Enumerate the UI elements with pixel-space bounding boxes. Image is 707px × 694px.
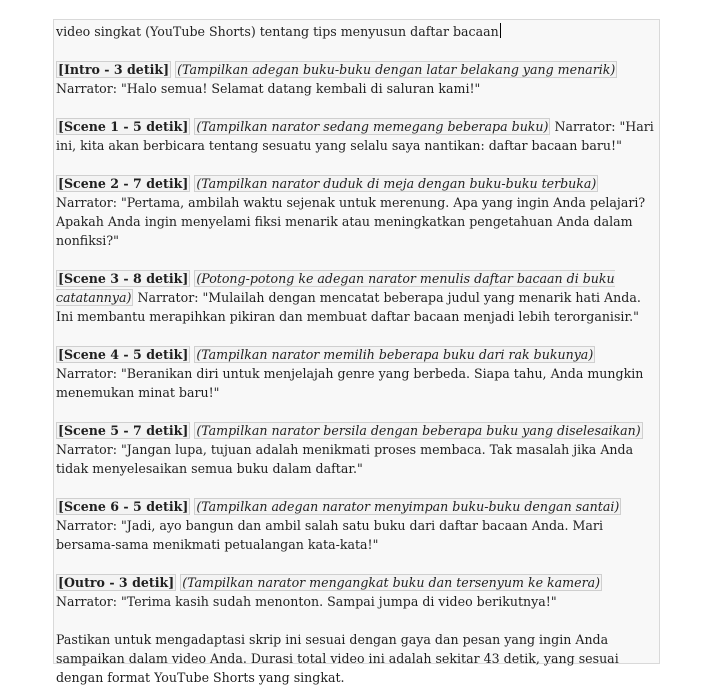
scene-tag: [Scene 2 - 7 detik] (58, 176, 189, 191)
closing-paragraph: Pastikan untuk mengadaptasi skrip ini sesuai dengan gaya dan pesan yang ingin Anda sampaikan dalam video Anda. Durasi total video ini adalah sekitar 43 detik, yang sesuai dengan format YouTube Shorts yang singkat. (56, 632, 619, 685)
scene-narration: Narrator: "Pertama, ambilah waktu sejenak untuk merenung. Apa yang ingin Anda pelajari? Apakah Anda ingin menyelami fiksi menarik atau meningkatkan pengetahuan Anda dalam nonfiksi?" (56, 195, 646, 248)
scene-tag: [Intro - 3 detik] (58, 62, 170, 77)
scene-narration: Narrator: "Jangan lupa, tujuan adalah menikmati proses membaca. Tak masalah jika Anda tidak menyelesaikan semua buku dalam daftar." (56, 442, 634, 476)
scene-direction: (Tampilkan narator mengangkat buku dan tersenyum ke kamera) (182, 575, 601, 590)
scene-tag: [Scene 1 - 5 detik] (58, 119, 189, 134)
scene-tag: [Scene 6 - 5 detik] (58, 499, 189, 514)
scene-block (56, 345, 659, 402)
text-caret (500, 23, 501, 38)
intro-line (56, 22, 659, 41)
scene-tag: [Scene 3 - 8 detik] (58, 271, 189, 286)
scene-direction: (Potong-potong ke adegan narator menulis daftar bacaan di buku catatannya) (56, 271, 615, 305)
scene-block (56, 497, 659, 554)
scene-narration: Narrator: "Terima kasih sudah menonton. Sampai jumpa di video berikutnya!" (56, 594, 557, 609)
scene-block (56, 174, 659, 250)
scene-block (56, 60, 659, 98)
intro-line-text: video singkat (YouTube Shorts) tentang tips menyusun daftar bacaan (56, 24, 499, 39)
scene-block (56, 269, 659, 326)
scene-direction: (Tampilkan adegan narator menyimpan buku-buku dengan santai) (196, 499, 620, 514)
scene-direction: (Tampilkan adegan buku-buku dengan latar belakang yang menarik) (177, 62, 616, 77)
scene-direction: (Tampilkan narator memilih beberapa buku dari rak bukunya) (196, 347, 594, 362)
scene-block (56, 573, 659, 611)
scene-narration: Narrator: "Hari ini, kita akan berbicara tentang sesuatu yang selalu saya nantikan: daftar bacaan baru!" (56, 119, 654, 153)
scene-block (56, 421, 659, 478)
scene-block (56, 117, 659, 155)
scene-tag: [Outro - 3 detik] (58, 575, 175, 590)
scene-direction: (Tampilkan narator bersila dengan beberapa buku yang diselesaikan) (196, 423, 641, 438)
document-editor[interactable] (53, 19, 660, 685)
scene-narration: Narrator: "Mulailah dengan mencatat beberapa judul yang menarik hati Anda. Ini membantu merapihkan pikiran dan membuat daftar bacaan menjadi lebih terorganisir." (56, 290, 641, 324)
scene-tag: [Scene 5 - 7 detik] (58, 423, 189, 438)
scene-narration: Narrator: "Jadi, ayo bangun dan ambil salah satu buku dari daftar bacaan Anda. Mari bersama-sama menikmati petualangan kata-kata!" (56, 518, 603, 552)
scene-tag: [Scene 4 - 5 detik] (58, 347, 189, 362)
scene-narration: Narrator: "Beranikan diri untuk menjelajah genre yang berbeda. Siapa tahu, Anda mungkin menemukan minat baru!" (56, 366, 644, 400)
scene-direction: (Tampilkan narator duduk di meja dengan buku-buku terbuka) (196, 176, 597, 191)
scene-narration: Narrator: "Halo semua! Selamat datang kembali di saluran kami!" (56, 81, 481, 96)
scene-direction: (Tampilkan narator sedang memegang beberapa buku) (196, 119, 549, 134)
